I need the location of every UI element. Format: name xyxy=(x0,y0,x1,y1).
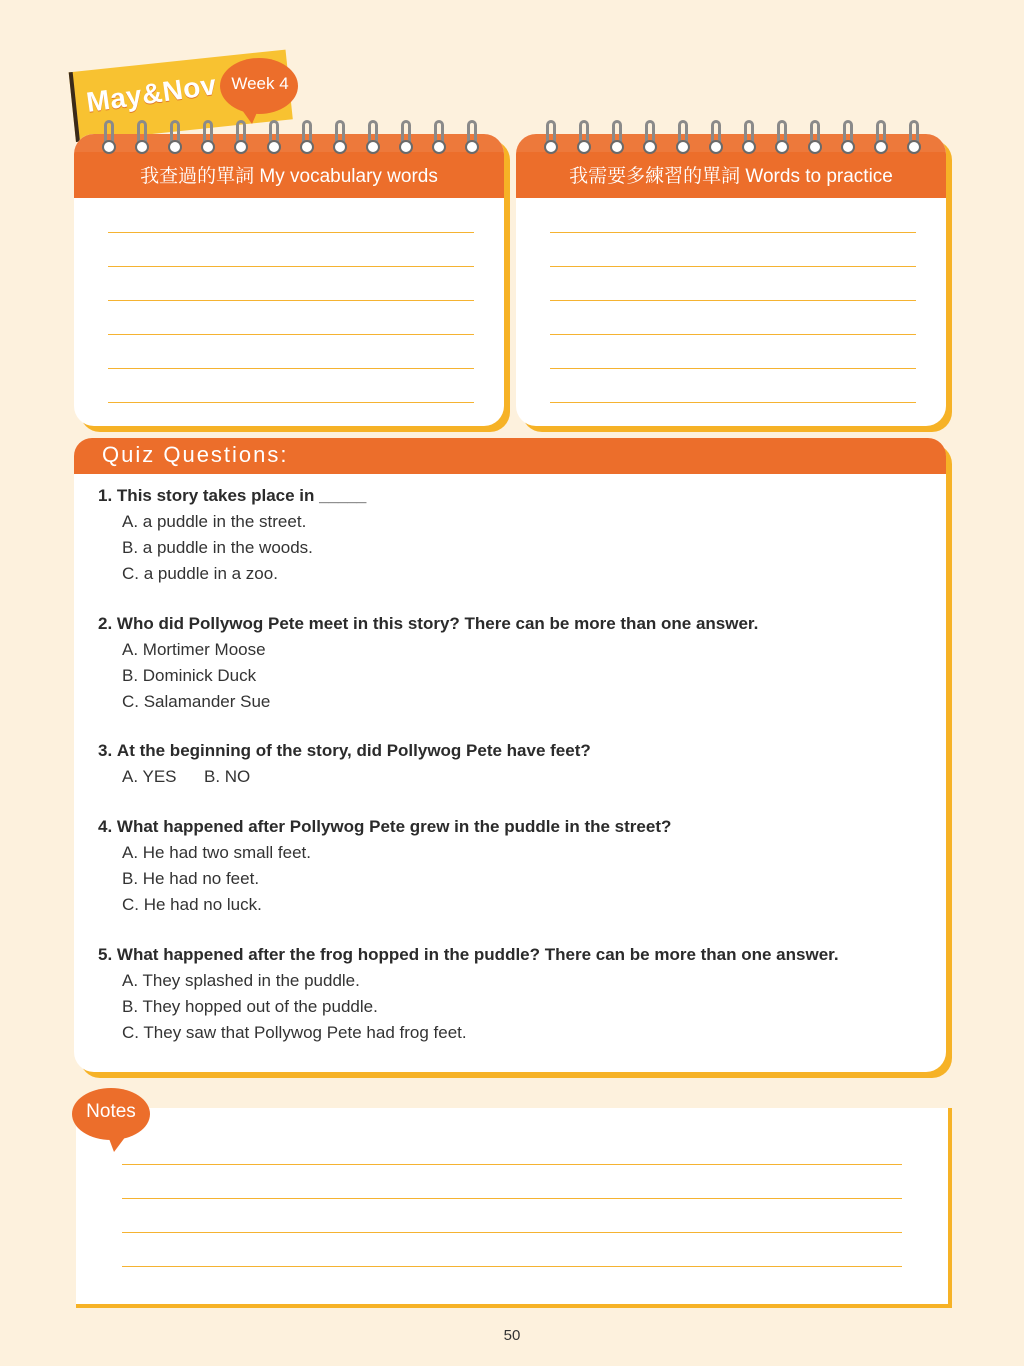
question-text: What happened after the frog hopped in the puddle? There can be more than one answer. xyxy=(116,945,839,964)
notes-label: Notes xyxy=(86,1101,136,1122)
spiral-ring xyxy=(674,120,692,156)
spiral-ring xyxy=(100,120,118,156)
spiral-ring xyxy=(364,120,382,156)
writing-line xyxy=(122,1266,902,1267)
vocabulary-notepad-title: 我查過的單詞 My vocabulary words xyxy=(74,134,504,198)
question-1-option-a[interactable]: A. a puddle in the street. xyxy=(122,512,307,531)
question-2 xyxy=(98,614,758,634)
question-5-option-a[interactable]: A. They splashed in the puddle. xyxy=(122,971,360,990)
vocabulary-notepad xyxy=(74,134,504,426)
question-3-option-a[interactable]: A. YES xyxy=(122,767,177,786)
spiral-ring xyxy=(641,120,659,156)
spiral-ring xyxy=(430,120,448,156)
question-number: 3. xyxy=(98,741,113,760)
writing-line xyxy=(108,334,474,335)
spiral-ring xyxy=(707,120,725,156)
question-4-option-c[interactable]: C. He had no luck. xyxy=(122,895,262,914)
writing-line xyxy=(108,402,474,403)
question-5-option-c[interactable]: C. They saw that Pollywog Pete had frog feet. xyxy=(122,1023,467,1042)
practice-notepad-title: 我需要多練習的單詞 Words to practice xyxy=(516,134,946,198)
writing-line xyxy=(550,368,916,369)
question-number: 5. xyxy=(98,945,113,964)
month-label: May&Nov xyxy=(84,69,219,118)
question-1-option-b[interactable]: B. a puddle in the woods. xyxy=(122,538,313,557)
question-3 xyxy=(98,741,591,761)
writing-line xyxy=(122,1232,902,1233)
spiral-ring xyxy=(806,120,824,156)
writing-line xyxy=(550,334,916,335)
writing-line xyxy=(122,1198,902,1199)
spiral-ring xyxy=(331,120,349,156)
question-text: At the beginning of the story, did Pollywog Pete have feet? xyxy=(116,741,591,760)
quiz-header xyxy=(74,438,946,474)
writing-line xyxy=(108,300,474,301)
spiral-ring xyxy=(133,120,151,156)
question-4-option-b[interactable]: B. He had no feet. xyxy=(122,869,260,888)
week-label: Week 4 xyxy=(231,74,289,93)
writing-line xyxy=(550,232,916,233)
question-number: 1. xyxy=(98,486,113,505)
spiral-ring xyxy=(298,120,316,156)
spiral-binding xyxy=(74,120,504,160)
writing-line xyxy=(122,1164,902,1165)
quiz-title: Quiz Questions: xyxy=(102,442,289,467)
practice-notepad xyxy=(516,134,946,426)
spiral-ring xyxy=(740,120,758,156)
question-number: 2. xyxy=(98,614,113,633)
spiral-ring xyxy=(542,120,560,156)
writing-line xyxy=(108,266,474,267)
spiral-binding xyxy=(516,120,946,160)
question-4-option-a[interactable]: A. He had two small feet. xyxy=(122,843,311,862)
spiral-ring xyxy=(608,120,626,156)
spiral-ring xyxy=(397,120,415,156)
spiral-ring xyxy=(575,120,593,156)
question-number: 4. xyxy=(98,817,113,836)
writing-line xyxy=(550,266,916,267)
question-5 xyxy=(98,945,839,965)
spiral-ring xyxy=(199,120,217,156)
question-5-option-b[interactable]: B. They hopped out of the puddle. xyxy=(122,997,378,1016)
page-number: 50 xyxy=(503,1327,521,1344)
spiral-ring xyxy=(166,120,184,156)
question-2-option-c[interactable]: C. Salamander Sue xyxy=(122,692,271,711)
question-4 xyxy=(98,817,671,837)
spiral-ring xyxy=(773,120,791,156)
question-text: What happened after Pollywog Pete grew in the puddle in the street? xyxy=(116,817,672,836)
spiral-ring xyxy=(872,120,890,156)
spiral-ring xyxy=(232,120,250,156)
notes-area[interactable] xyxy=(76,1108,952,1308)
spiral-ring xyxy=(463,120,481,156)
question-3-option-b[interactable]: B. NO xyxy=(204,767,251,786)
writing-line xyxy=(108,232,474,233)
spiral-ring xyxy=(839,120,857,156)
writing-line xyxy=(108,368,474,369)
question-2-option-a[interactable]: A. Mortimer Moose xyxy=(122,640,266,659)
question-1-option-c[interactable]: C. a puddle in a zoo. xyxy=(122,564,278,583)
quiz-section xyxy=(74,438,946,1072)
question-text: This story takes place in _____ xyxy=(116,486,367,505)
question-1 xyxy=(98,486,366,506)
writing-line xyxy=(550,300,916,301)
question-2-option-b[interactable]: B. Dominick Duck xyxy=(122,666,257,685)
writing-line xyxy=(550,402,916,403)
spiral-ring xyxy=(265,120,283,156)
question-text: Who did Pollywog Pete meet in this story? There can be more than one answer. xyxy=(116,614,759,633)
spiral-ring xyxy=(905,120,923,156)
